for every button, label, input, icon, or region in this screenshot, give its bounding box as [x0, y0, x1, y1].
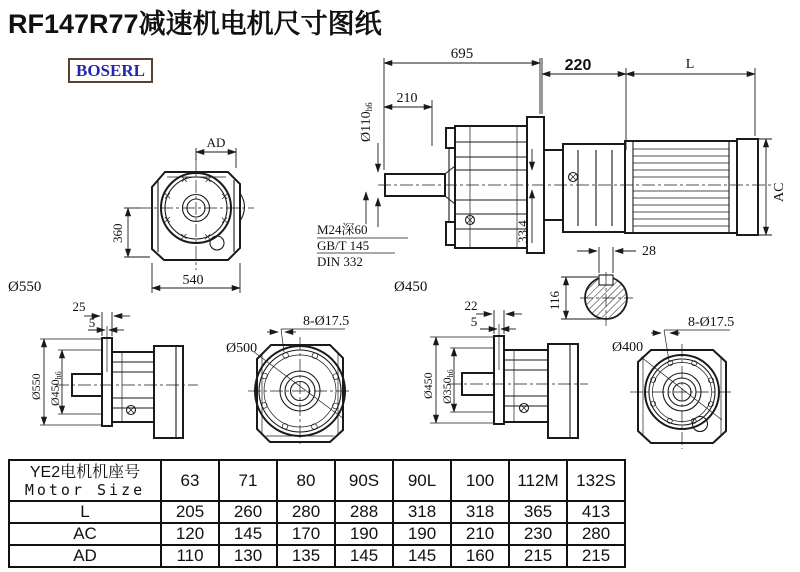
dim-text-shaft-dia: Ø110h6	[359, 102, 374, 142]
dim-spigot-dia-350	[440, 348, 494, 412]
dim-text-116: 116	[547, 290, 562, 310]
col-112M: 112M	[509, 460, 567, 501]
col-90S: 90S	[335, 460, 393, 501]
label-flange-dia-450: Ø450	[394, 279, 428, 295]
cell-L-90S: 288	[335, 501, 393, 523]
dim-total-length-695	[384, 46, 540, 170]
brand-logo: BOSERL	[68, 58, 153, 83]
cell-L-71: 260	[219, 501, 277, 523]
assembly-side-view	[8, 46, 787, 295]
dim-text-5: 5	[470, 314, 478, 329]
assembly-part-outline	[378, 117, 772, 253]
col-71: 71	[219, 460, 277, 501]
cell-AC-100: 210	[451, 523, 509, 545]
dim-text-540: 540	[182, 273, 204, 288]
dim-text-360: 360	[110, 223, 125, 243]
motor-size-table	[8, 459, 626, 568]
col-63: 63	[161, 460, 219, 501]
dim-text-dia550: Ø550	[29, 373, 43, 400]
table-row-L	[9, 501, 625, 523]
dim-540	[152, 263, 240, 293]
cell-L-90L: 318	[393, 501, 451, 523]
dim-360	[110, 208, 150, 257]
cell-AD-63: 110	[161, 545, 219, 567]
cell-AC-63: 120	[161, 523, 219, 545]
cell-AD-112M: 215	[509, 545, 567, 567]
header-motor-size-en: Motor Size	[24, 480, 146, 499]
dim-text-dia450h6: Ø450h6	[48, 371, 63, 406]
dim-text-25: 25	[72, 299, 86, 314]
cell-L-132S: 413	[567, 501, 625, 523]
dim-key-height-33-4	[515, 149, 532, 243]
dim-text-8-17-5: 8-Ø17.5	[303, 314, 350, 329]
screw-icon	[520, 404, 529, 413]
cell-AC-132S: 280	[567, 523, 625, 545]
screw-icon	[127, 406, 136, 415]
label-dia-400: Ø400	[612, 340, 644, 355]
row-label-AC: AC	[9, 523, 161, 545]
row-label-AD: AD	[9, 545, 161, 567]
dim-text-695: 695	[450, 46, 474, 62]
label-dia-500: Ø500	[226, 341, 258, 356]
col-100: 100	[451, 460, 509, 501]
label-housing-dia-550: Ø550	[8, 279, 42, 295]
dim-text-22: 22	[464, 298, 478, 313]
dim-motor-length-L	[626, 57, 755, 150]
dim-text-210: 210	[396, 91, 418, 106]
tap-note-line2: GB/T 145	[317, 238, 370, 253]
table-row-AC	[9, 523, 625, 545]
cell-AD-71: 130	[219, 545, 277, 567]
cell-L-63: 205	[161, 501, 219, 523]
table-row-AD	[9, 545, 625, 567]
dim-shaft-length-210	[384, 91, 432, 146]
cell-L-112M: 365	[509, 501, 567, 523]
dim-text-dia450: Ø450	[421, 372, 435, 399]
cell-L-80: 280	[277, 501, 335, 523]
dim-text-28: 28	[642, 244, 656, 259]
screw-icon	[569, 173, 578, 182]
row-label-L: L	[9, 501, 161, 523]
reducer-front-view	[110, 135, 254, 293]
flange-face-view-400	[612, 315, 734, 449]
dim-text-dia350h6: Ø350h6	[440, 369, 455, 404]
cell-AD-90L: 145	[393, 545, 451, 567]
dim-bolt-holes-400	[651, 315, 734, 361]
col-132S: 132S	[567, 460, 625, 501]
dim-text-5: 5	[88, 315, 96, 330]
table-header-row	[9, 460, 625, 501]
cell-AC-80: 170	[277, 523, 335, 545]
page-title: RF147R77减速机电机尺寸图纸	[8, 9, 382, 39]
header-motor-size	[9, 460, 161, 501]
cell-AC-90L: 190	[393, 523, 451, 545]
dim-text-AC: AC	[772, 182, 787, 202]
header-motor-size-cn: YE2电机机座号	[29, 463, 141, 481]
dim-key-width-28	[577, 244, 656, 273]
cell-AC-90S: 190	[335, 523, 393, 545]
flange-face-view-500	[226, 314, 352, 447]
cell-AD-90S: 145	[335, 545, 393, 567]
tap-note-line1: M24深60	[317, 222, 368, 237]
cell-AD-80: 135	[277, 545, 335, 567]
note-tap-hole	[317, 192, 408, 269]
col-80: 80	[277, 460, 335, 501]
cell-AC-71: 145	[219, 523, 277, 545]
part-outline	[248, 337, 352, 447]
dim-text-33-4: 33.4	[515, 220, 530, 243]
dim-shaft-diameter	[359, 102, 378, 227]
cell-AD-132S: 215	[567, 545, 625, 567]
dim-text-L: L	[685, 57, 695, 72]
cell-L-100: 318	[451, 501, 509, 523]
dim-motor-height-AC	[748, 139, 787, 235]
cell-AC-112M: 230	[509, 523, 567, 545]
tap-note-line3: DIN 332	[317, 254, 363, 269]
dim-spigot-dia-450	[48, 350, 102, 414]
flange-side-view-large	[29, 299, 198, 438]
part-outline	[630, 344, 734, 449]
dim-text-8-17-5: 8-Ø17.5	[688, 315, 735, 330]
dim-flange-od-550	[29, 339, 101, 425]
shaft-section-view	[547, 244, 656, 326]
dim-spigot-depth-5	[88, 315, 124, 372]
dim-flange-od-450	[421, 337, 493, 423]
dim-text-220: 220	[564, 57, 592, 74]
part-outline	[56, 338, 198, 438]
dim-adapter-length-220	[542, 57, 626, 114]
dim-text-AD: AD	[206, 135, 226, 150]
dim-AD	[196, 135, 236, 168]
front-view-outline	[138, 158, 254, 270]
col-90L: 90L	[393, 460, 451, 501]
cell-AD-100: 160	[451, 545, 509, 567]
